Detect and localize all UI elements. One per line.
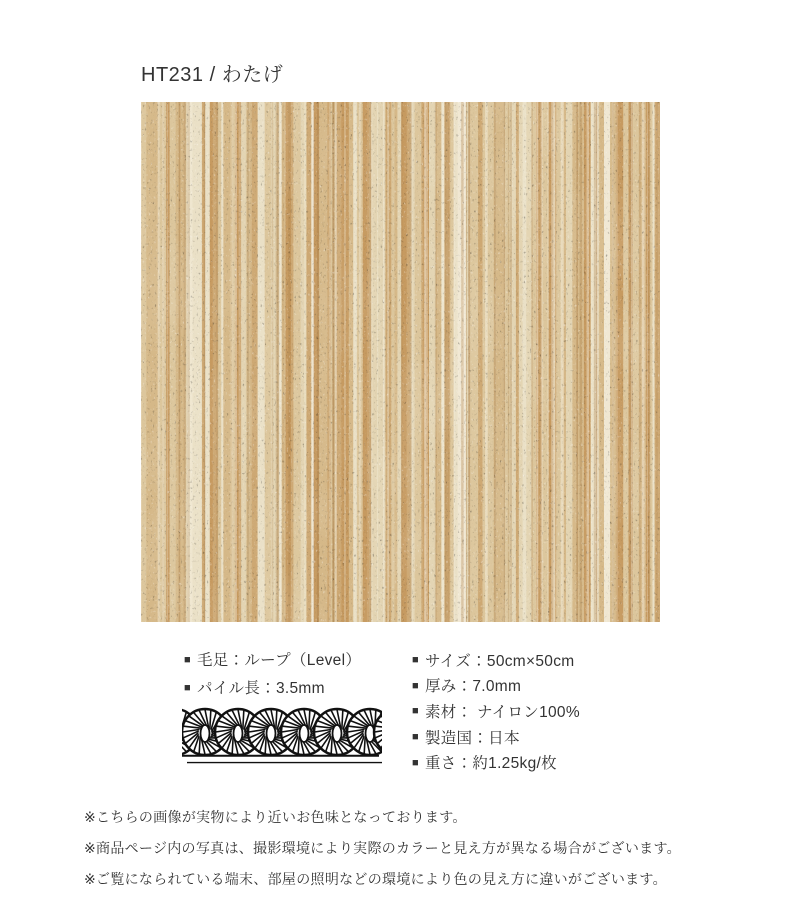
square-bullet-icon: ■ bbox=[412, 731, 419, 744]
square-bullet-icon: ■ bbox=[412, 654, 419, 667]
spec-item-material bbox=[412, 698, 580, 724]
square-bullet-icon: ■ bbox=[412, 705, 419, 718]
spec-text: 製造国：日本 bbox=[424, 729, 520, 747]
spec-text: 毛足：ループ（Level） bbox=[196, 652, 362, 669]
product-title: HT231 / わたげ bbox=[141, 64, 284, 86]
square-bullet-icon: ■ bbox=[412, 679, 419, 692]
spec-item-weight bbox=[412, 749, 580, 775]
spec-item-pile-type bbox=[184, 645, 361, 673]
square-bullet-icon: ■ bbox=[412, 756, 419, 769]
spec-item-thickness bbox=[412, 673, 580, 699]
spec-text: サイズ：50cm×50cm bbox=[424, 652, 575, 670]
spec-list-pile bbox=[184, 645, 361, 701]
note-line: ※ご覧になられている端末、部屋の照明などの環境により色の見え方に違いがございます。 bbox=[84, 871, 667, 887]
loop-pile-illustration bbox=[182, 705, 382, 765]
disclaimer-notes bbox=[84, 802, 681, 895]
note-line: ※こちらの画像が実物により近いお色味となっております。 bbox=[84, 809, 467, 825]
spec-text: パイル長：3.5mm bbox=[196, 680, 325, 697]
spec-text: 素材： ナイロン100% bbox=[424, 703, 580, 721]
spec-list-dimensions bbox=[412, 647, 580, 775]
square-bullet-icon: ■ bbox=[184, 681, 191, 694]
carpet-swatch-image bbox=[141, 102, 660, 622]
carpet-texture bbox=[141, 102, 660, 622]
spec-text: 重さ：約1.25kg/枚 bbox=[424, 755, 557, 773]
note-line: ※商品ページ内の写真は、撮影環境により実際のカラーと見え方が異なる場合がございます。 bbox=[84, 840, 681, 856]
spec-text: 厚み：7.0mm bbox=[424, 678, 522, 696]
square-bullet-icon: ■ bbox=[184, 653, 191, 666]
spec-item-size bbox=[412, 647, 580, 673]
spec-item-pile-length bbox=[184, 673, 361, 701]
spec-item-country bbox=[412, 724, 580, 750]
loop-pile-drawing bbox=[182, 705, 382, 765]
